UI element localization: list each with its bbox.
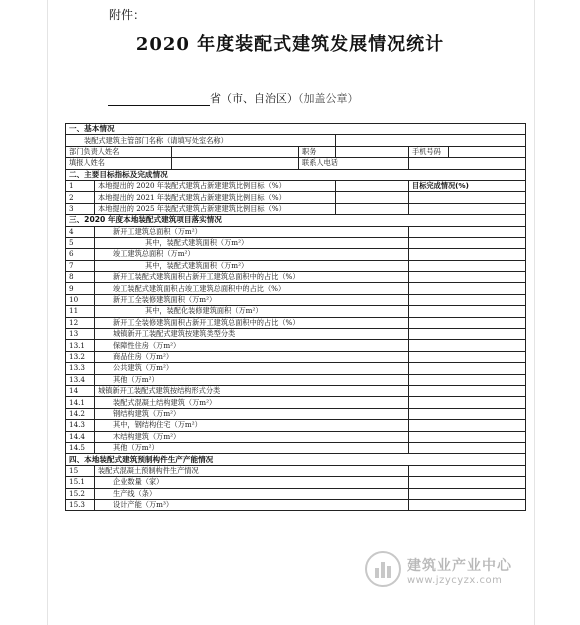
item-label: 其中，装配式建筑面积（万m²）	[95, 260, 409, 271]
row-number: 13.3	[66, 363, 95, 374]
table-row	[66, 306, 526, 317]
item-label: 设计产能（万m³）	[95, 499, 409, 510]
section-projects: 三、2020 年度本地装配式建筑项目落实情况	[66, 215, 526, 226]
row-number: 14.4	[66, 431, 95, 442]
target-label: 本地提出的 2025 年装配式建筑占新建建筑比例目标（%）	[95, 203, 336, 214]
table-row	[66, 420, 526, 431]
province-blank[interactable]	[108, 94, 210, 106]
target-label: 本地提出的 2021 年装配式建筑占新建建筑比例目标（%）	[95, 192, 336, 203]
dept-head-field[interactable]	[172, 146, 299, 157]
table-row	[66, 329, 526, 340]
table-row	[66, 317, 526, 328]
building-logo-icon	[365, 551, 401, 587]
watermark	[365, 551, 545, 591]
target-label: 本地提出的 2020 年装配式建筑占新建建筑比例目标（%）	[95, 180, 336, 191]
item-label: 竣工装配式建筑面积占竣工建筑总面积中的占比（%）	[95, 283, 409, 294]
value-field[interactable]	[409, 374, 526, 385]
position-label: 职务	[299, 146, 336, 157]
value-field[interactable]	[409, 408, 526, 419]
value-field[interactable]	[409, 488, 526, 499]
value-field[interactable]	[409, 294, 526, 305]
item-label: 公共建筑（万m²）	[95, 363, 409, 374]
row-number: 15.2	[66, 488, 95, 499]
item-label: 装配式混凝土预制构件生产情况	[95, 465, 409, 476]
row-number: 4	[66, 226, 95, 237]
value-field[interactable]	[409, 465, 526, 476]
item-label: 其他（万m²）	[95, 374, 409, 385]
filler-label: 填报人姓名	[66, 158, 172, 169]
item-label: 钢结构建筑（万m²）	[95, 408, 409, 419]
item-label: 其中，装配化装修建筑面积（万m²）	[95, 306, 409, 317]
item-label: 保障性住房（万m²）	[95, 340, 409, 351]
contact-field[interactable]	[409, 158, 526, 169]
table-row	[66, 226, 526, 237]
value-field[interactable]	[409, 249, 526, 260]
value-field[interactable]	[409, 363, 526, 374]
dept-name-label: 装配式建筑主管部门名称（请填写处室名称）	[66, 135, 336, 146]
watermark-url: www.jzycyzx.com	[407, 575, 503, 586]
row-number: 11	[66, 306, 95, 317]
value-field[interactable]	[409, 260, 526, 271]
target-status-field[interactable]	[409, 203, 526, 214]
row-number: 3	[66, 203, 95, 214]
table-row	[66, 351, 526, 362]
table-row	[66, 374, 526, 385]
row-number: 13	[66, 329, 95, 340]
value-field[interactable]	[409, 237, 526, 248]
row-number: 15.3	[66, 499, 95, 510]
row-number: 14.5	[66, 442, 95, 453]
value-field[interactable]	[409, 442, 526, 453]
table-row	[66, 237, 526, 248]
section-capacity: 四、本地装配式建筑预制构件生产产能情况	[66, 454, 526, 465]
item-label: 其中，钢结构住宅（万m²）	[95, 420, 409, 431]
mobile-label: 手机号码	[409, 146, 449, 157]
item-label: 新开工全装修建筑面积（万m²）	[95, 294, 409, 305]
value-field[interactable]	[409, 499, 526, 510]
table-row	[66, 294, 526, 305]
seal-note: （加盖公章）	[298, 92, 359, 105]
mobile-field[interactable]	[449, 146, 526, 157]
row-number: 8	[66, 272, 95, 283]
table-row	[66, 465, 526, 476]
row-number: 14	[66, 385, 95, 396]
value-field[interactable]	[409, 477, 526, 488]
row-number: 7	[66, 260, 95, 271]
row-number: 5	[66, 237, 95, 248]
table-row	[66, 397, 526, 408]
row-number: 12	[66, 317, 95, 328]
table-row	[66, 488, 526, 499]
value-field[interactable]	[409, 329, 526, 340]
row-number: 15.1	[66, 477, 95, 488]
filler-field[interactable]	[172, 158, 299, 169]
value-field[interactable]	[409, 420, 526, 431]
value-field[interactable]	[409, 351, 526, 362]
target-status-label: 目标完成情况(%)	[409, 180, 526, 191]
row-number: 6	[66, 249, 95, 260]
table-row	[66, 499, 526, 510]
item-label: 木结构建筑（万m²）	[95, 431, 409, 442]
watermark-name: 建筑业产业中心	[407, 558, 512, 574]
table-row	[66, 477, 526, 488]
item-label: 装配式混凝土结构建筑（万m²）	[95, 397, 409, 408]
table-row	[66, 408, 526, 419]
dept-name-field[interactable]	[336, 135, 526, 146]
item-label: 城镇新开工装配式建筑按建筑类型分类	[95, 329, 409, 340]
position-field[interactable]	[336, 146, 409, 157]
dept-head-label: 部门负责人姓名	[66, 146, 172, 157]
row-number: 1	[66, 180, 95, 191]
item-label: 新开工装配式建筑面积占新开工建筑总面积中的占比（%）	[95, 272, 409, 283]
value-field[interactable]	[409, 317, 526, 328]
target-value-field[interactable]	[336, 192, 409, 203]
value-field[interactable]	[409, 306, 526, 317]
target-status-field[interactable]	[409, 192, 526, 203]
row-number: 14.1	[66, 397, 95, 408]
attachment-label: 附件：	[109, 8, 146, 22]
statistics-table	[65, 123, 526, 511]
item-label: 生产线（条）	[95, 488, 409, 499]
row-number: 15	[66, 465, 95, 476]
item-label: 商品住房（万m²）	[95, 351, 409, 362]
item-label: 企业数量（家）	[95, 477, 409, 488]
item-label: 新开工全装修建筑面积占新开工建筑总面积中的占比（%）	[95, 317, 409, 328]
value-field[interactable]	[409, 397, 526, 408]
row-number: 9	[66, 283, 95, 294]
page-title: 2020 年度装配式建筑发展情况统计	[135, 34, 445, 55]
section-targets: 二、主要目标指标及完成情况	[66, 169, 526, 180]
value-field[interactable]	[409, 283, 526, 294]
table-row	[66, 283, 526, 294]
value-field[interactable]	[409, 340, 526, 351]
target-value-field[interactable]	[336, 203, 409, 214]
row-number: 13.1	[66, 340, 95, 351]
row-number: 13.2	[66, 351, 95, 362]
value-field[interactable]	[409, 272, 526, 283]
value-field[interactable]	[409, 431, 526, 442]
item-label: 其中，装配式建筑面积（万m²）	[95, 237, 409, 248]
row-number: 14.2	[66, 408, 95, 419]
table-row	[66, 260, 526, 271]
table-row	[66, 442, 526, 453]
value-field[interactable]	[409, 226, 526, 237]
target-value-field[interactable]	[336, 180, 409, 191]
row-number: 2	[66, 192, 95, 203]
table-row	[66, 431, 526, 442]
table-row	[66, 363, 526, 374]
item-label: 城镇新开工装配式建筑按结构形式分类	[95, 385, 409, 396]
item-label: 其他（万m²）	[95, 442, 409, 453]
table-row	[66, 340, 526, 351]
province-line	[108, 90, 359, 106]
table-row	[66, 249, 526, 260]
table-row	[66, 272, 526, 283]
section-basic: 一、基本情况	[66, 124, 526, 135]
row-number: 10	[66, 294, 95, 305]
province-suffix: 省（市、自治区）	[210, 92, 298, 105]
row-number: 13.4	[66, 374, 95, 385]
row-number: 14.3	[66, 420, 95, 431]
item-label: 新开工建筑总面积（万m²）	[95, 226, 409, 237]
item-label: 竣工建筑总面积（万m²）	[95, 249, 409, 260]
value-field[interactable]	[409, 385, 526, 396]
contact-label: 联系人电话	[299, 158, 409, 169]
table-row	[66, 385, 526, 396]
